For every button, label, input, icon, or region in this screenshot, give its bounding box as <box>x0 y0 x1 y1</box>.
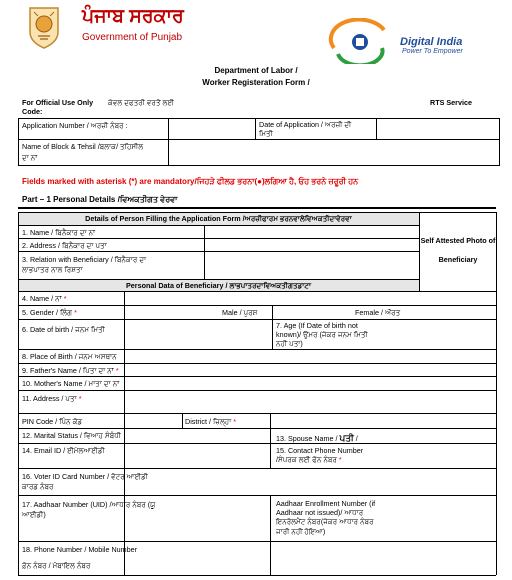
dob-label: 6. Date of birth / ਜਨਮ ਮਿਤੀ <box>22 325 105 334</box>
punjab-subtitle: Government of Punjab <box>82 32 183 43</box>
punjab-title: ਪੰਜਾਬ ਸਰਕਾਰ <box>82 6 184 27</box>
voter-id-label-1: 16. Voter ID Card Number / ਵੋਟਰ ਆਈਡੀ <box>22 472 148 481</box>
district-field[interactable] <box>273 415 494 427</box>
spouse-name-label: 13. Spouse Name / ਪਤੀ / <box>276 433 358 443</box>
phone-number-label-1: 18. Phone Number / Mobile Number <box>22 545 138 554</box>
applicant-section-heading: Details of Person Filling the Application Form /ਅਰਜ਼ੀਫਾਰਮ ਭਰਨਵਾਲੇਵਿਅਕਤੀਦਾਵੇਰਵਾ <box>85 214 352 223</box>
aadhaar-number-label-2: ਆਈਡੀ) <box>22 510 46 519</box>
voter-id-label-2: ਕਾਰਡ ਨੰਬਰ <box>22 482 54 491</box>
phone-number-label-2: ਫ਼ੋਨ ਨੰਬਰ / ਮੋਬਾਇਲ ਨੰਬਰ <box>22 561 91 570</box>
punjab-emblem-icon <box>24 4 64 50</box>
official-use-label: For Official Use Only <box>22 98 94 107</box>
application-number-label: Application Number / ਅਰਜ਼ੀ ਨੰਬਰ : <box>22 121 128 130</box>
phone-number-field[interactable] <box>127 543 268 573</box>
official-use-punjabi: ਕੇਵਲ ਦਫਤਰੀ ਵਰਤੋਂ ਲਈ <box>108 98 175 107</box>
beneficiary-name-label: 4. Name / ਨਾਂ * <box>22 294 67 303</box>
block-tehsil-label-1: Name of Block & Tehsil /ਬਲਾਕ/ ਤਹਿਸੀਲ <box>22 142 144 151</box>
district-label: District / ਜ਼ਿਲ੍ਹਾ * <box>185 417 237 426</box>
voter-id-field[interactable] <box>127 470 494 494</box>
marital-status-label: 12. Marital Status / ਵਿਆਹ ਸੰਬੰਧੀ <box>22 431 121 440</box>
applicant-name-field[interactable] <box>207 227 417 237</box>
part1-heading: Part – 1 Personal Details /ਵਿਅਕਤੀਗਤ ਵੇਰਵਾ <box>22 195 178 204</box>
email-field[interactable] <box>127 445 268 467</box>
aadhaar-enrollment-label-3: ਇਨਰੋਲਮੈਂਟ ਨੰਬਰ(ਜੇਕਰ ਆਧਾਰ ਨੰਬਰ <box>276 517 374 526</box>
beneficiary-section-heading: Personal Data of Beneficiary / ਲਾਭਪਾਤਰਦਾਵਿਅਕਤੀਗਤਡਾਟਾ <box>126 281 311 290</box>
beneficiary-address-field[interactable] <box>127 392 494 412</box>
spouse-name-field[interactable] <box>390 430 494 442</box>
age-label-1: 7. Age (If Date of birth not <box>276 321 358 330</box>
email-label: 14. Email ID / ਈਮੇਲਆਈਡੀ <box>22 446 105 455</box>
mother-name-label: 10. Mother's Name / ਮਾਤਾ ਦਾ ਨਾਂ <box>22 379 120 388</box>
photo-box-label-1: Self Attested Photo of <box>420 236 496 245</box>
date-of-application-label-1: Date of Application / ਅਰਜ਼ੀ ਦੀ <box>259 120 352 129</box>
relation-label-2: ਲਾਭਪਾਤਰ ਨਾਲ ਰਿਸ਼ਤਾ <box>22 265 83 274</box>
pin-code-label: PIN Code / ਪਿੰਨ ਕੋਡ <box>22 417 83 426</box>
document-title-line1: Department of Labor / <box>214 66 298 75</box>
father-name-field[interactable] <box>127 365 494 375</box>
date-of-application-field[interactable] <box>379 120 497 137</box>
mother-name-field[interactable] <box>127 378 494 389</box>
gender-label: 5. Gender / ਲਿੰਗ * <box>22 308 77 317</box>
beneficiary-name-field[interactable] <box>127 293 494 304</box>
contact-phone-label-2: /ਸੰਪਰਕ ਲਈ ਫੋਨ ਨੰਬਰ * <box>276 455 342 464</box>
place-of-birth-label: 8. Place of Birth / ਜਨਮ ਅਸਥਾਨ <box>22 352 117 361</box>
father-name-label: 9. Father's Name / ਪਿਤਾ ਦਾ ਨਾਂ * <box>22 366 119 375</box>
age-label-2: known)/ ਉਮਰ (ਜੇਕਰ ਜਨਮ ਮਿਤੀ <box>276 330 368 339</box>
rts-service-label: RTS Service <box>430 98 472 107</box>
relation-label-1: 3. Relation with Beneficiary / ਬਿਨੈਕਾਰ ਦਾ <box>22 255 147 264</box>
age-label-3: ਨਹੀਂ ਪਤਾ) <box>276 339 303 348</box>
aadhaar-number-field[interactable] <box>127 497 268 539</box>
applicant-name-label: 1. Name / ਬਿਨੈਕਾਰ ਦਾ ਨਾਂ <box>22 228 96 237</box>
block-tehsil-label-2: ਦਾ ਨਾਂ <box>22 153 38 162</box>
photo-box-label-2: Beneficiary <box>438 255 478 264</box>
block-tehsil-field[interactable] <box>171 141 497 163</box>
aadhaar-enrollment-label-2: Aadhaar not issued)/ ਆਧਾਰ <box>276 508 364 517</box>
relation-field[interactable] <box>207 253 417 277</box>
digital-india-tagline: Power To Empower <box>402 48 463 55</box>
date-of-application-label-2: ਮਿਤੀ <box>259 129 273 138</box>
place-of-birth-field[interactable] <box>127 351 494 362</box>
aadhaar-number-label-1: 17. Aadhaar Number (UID) /ਆਧਾਰ ਨੰਬਰ (ਯੂ <box>22 500 156 509</box>
gender-female-option[interactable]: Female / ਔਰਤ <box>355 308 401 317</box>
digital-india-title: Digital India <box>400 36 463 48</box>
aadhaar-enrollment-label-4: ਜਾਰੀ ਨਹੀਂ ਹੋਇਆ) <box>276 527 326 536</box>
aadhaar-enrollment-label-1: Aadhaar Enrollment Number (if <box>276 499 376 508</box>
applicant-address-field[interactable] <box>207 240 417 250</box>
pin-code-field[interactable] <box>127 415 180 427</box>
applicant-address-label: 2. Address / ਬਿਨੈਕਾਰ ਦਾ ਪਤਾ <box>22 241 107 250</box>
contact-phone-field[interactable] <box>390 445 494 467</box>
aadhaar-enrollment-field[interactable] <box>390 497 494 539</box>
gender-male-option[interactable]: Male / ਪੁਰਸ਼ <box>222 308 258 317</box>
dob-field[interactable] <box>127 321 270 347</box>
code-label: Code: <box>22 107 43 116</box>
digital-india-logo-icon <box>326 18 396 64</box>
beneficiary-address-label: 11. Address / ਪਤਾ * <box>22 394 82 403</box>
age-field[interactable] <box>390 321 494 347</box>
contact-phone-label-1: 15. Contact Phone Number <box>276 446 364 455</box>
mandatory-note: Fields marked with asterisk (*) are mandatory/ਜਿਹੜੇ ਫੀਲਡ ਭਰਨਾ(●)ਲਗਿਆ ਹੈ, ਓਹ ਭਰਨੇ ਜ਼ਰੂਰੀ ਹਨ <box>22 177 359 186</box>
marital-status-field[interactable] <box>127 430 268 442</box>
document-title-line2: Worker Registeration Form / <box>202 78 310 87</box>
application-number-field[interactable] <box>171 120 253 137</box>
